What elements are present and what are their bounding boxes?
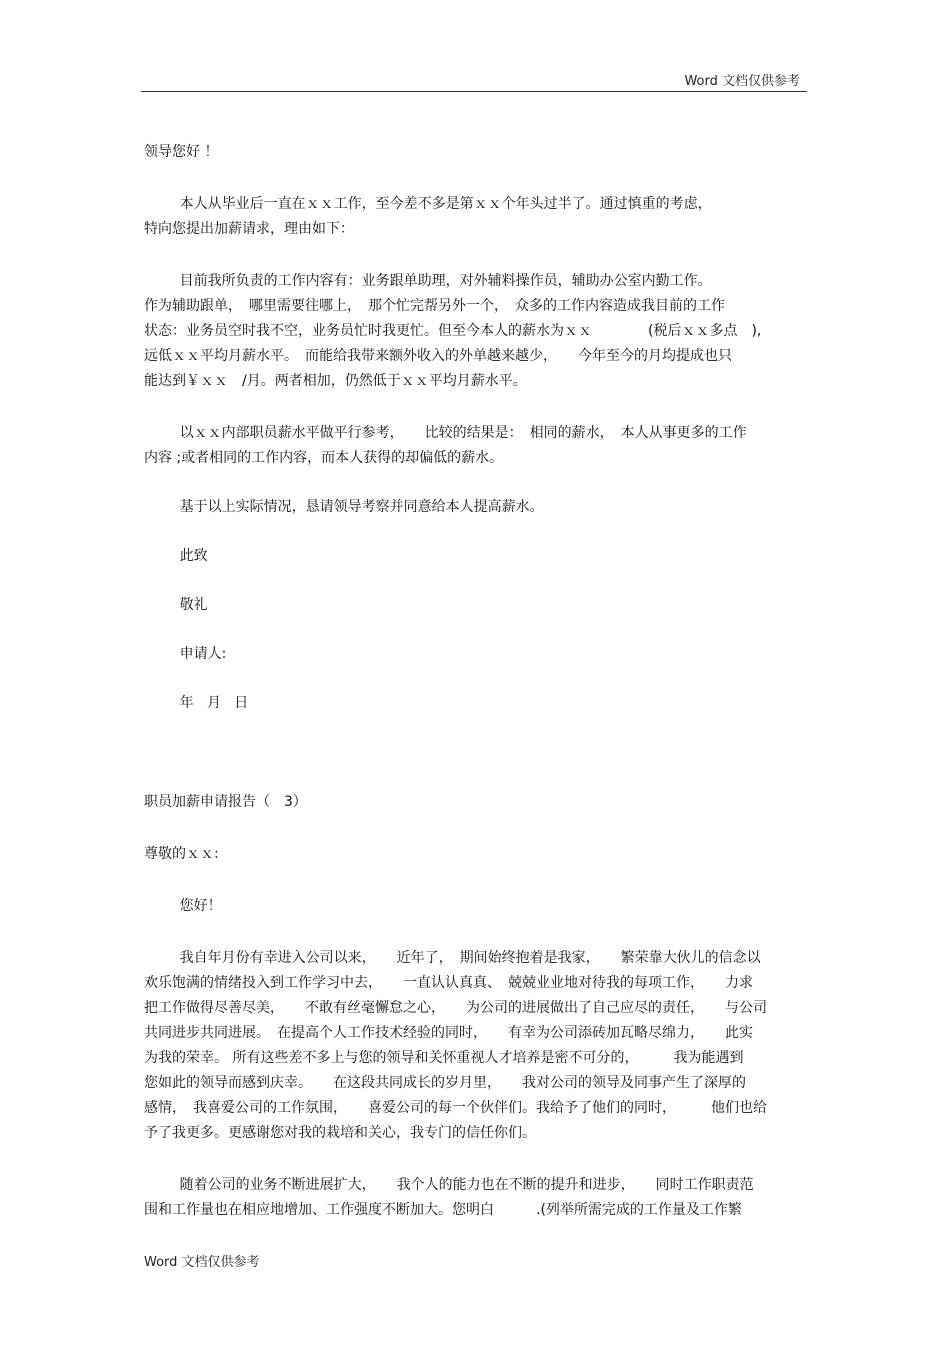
text-line: 能达到￥ｘｘ /月。两者相加，仍然低于ｘｘ平均月薪水平。: [144, 373, 527, 389]
page-footer-text: Word 文档仅供参考: [144, 1255, 260, 1270]
letter1-applicant: 申请人:: [144, 646, 227, 662]
text-line: 围和工作量也在相应地增加、工作强度不断加大。您明白 .(列举所需完成的工作量及工作繁: [144, 1202, 742, 1218]
text-line: 感情， 我喜爱公司的工作氛围， 喜爱公司的每一个伙伴们。我给予了他们的同时， 他们也给: [144, 1100, 767, 1116]
text-line: 您如此的领导而感到庆幸。 在这段共同成长的岁月里， 我对公司的领导及同事产生了深厚的: [144, 1075, 746, 1091]
text-line: 状态：业务员空时我不空，业务员忙时我更忙。但至今本人的薪水为ｘｘ (税后ｘｘ多点 ),: [144, 323, 762, 339]
letter2-title: 职员加薪申请报告（ 3）: [144, 794, 307, 810]
text-line: 为我的荣幸。 所有这些差不多上与您的领导和关怀重视人才培养是密不可分的， 我为能遇到: [144, 1050, 744, 1066]
letter1-paragraph-1: [144, 192, 808, 242]
letter1-date: 年 月 日: [144, 695, 249, 711]
letter1-paragraph-4: 基于以上实际情况，恳请领导考察并同意给本人提高薪水。: [144, 499, 544, 515]
letter2-salutation: 尊敬的ｘｘ:: [144, 846, 219, 862]
text-line: 共同进步共同进展。 在提高个人工作技术经验的同时， 有幸为公司添砖加瓦略尽绵力， 此实: [144, 1025, 753, 1041]
letter1-closing-line-1: 此致: [144, 548, 208, 564]
text-line: 本人从毕业后一直在ｘｘ工作，至今差不多是第ｘｘ个年头过半了。通过慎重的考虑，: [144, 196, 712, 212]
letter1-greeting: 领导您好 ！: [144, 144, 219, 160]
letter2-hello: 您好！: [144, 898, 222, 914]
text-line: 目前我所负责的工作内容有：业务跟单助理，对外辅料操作员，辅助办公室内勤工作。: [144, 273, 712, 289]
text-line: 随着公司的业务不断进展扩大， 我个人的能力也在不断的提升和进步， 同时工作职责范: [144, 1177, 754, 1193]
text-line: 以ｘｘ内部职员薪水平做平行参考， 比较的结果是： 相同的薪水， 本人从事更多的工作: [144, 425, 747, 441]
text-line: 把工作做得尽善尽美， 不敢有丝毫懈怠之心， 为公司的进展做出了自己应尽的责任， 与公司: [144, 1000, 767, 1016]
letter2-paragraph-1: [144, 946, 808, 1146]
header-divider: [141, 91, 807, 92]
letter2-paragraph-2: [144, 1173, 808, 1223]
document-body: [144, 140, 808, 1223]
text-line: 作为辅助跟单， 哪里需要往哪上， 那个忙完帮另外一个， 众多的工作内容造成我目前的工作: [144, 298, 725, 314]
text-line: 欢乐饱满的情绪投入到工作学习中去， 一直认认真真、 兢兢业业地对待我的每项工作， 力求: [144, 975, 753, 991]
text-line: 远低ｘｘ平均月薪水平。 而能给我带来额外收入的外单越来越少， 今年至今的月均提成也只: [144, 348, 732, 364]
letter1-paragraph-3: [144, 421, 808, 471]
page-header-text: Word 文档仅供参考: [684, 74, 800, 89]
letter1-paragraph-2: [144, 269, 808, 394]
text-line: 予了我更多。更感谢您对我的栽培和关心，我专门的信任你们。: [144, 1125, 536, 1141]
text-line: 内容 ;或者相同的工作内容，而本人获得的却偏低的薪水。: [144, 450, 504, 466]
text-line: 特向您提出加薪请求，理由如下：: [144, 221, 354, 237]
text-line: 我自年月份有幸进入公司以来， 近年了， 期间始终抱着是我家， 繁荣靠大伙儿的信念以: [144, 950, 761, 966]
letter1-closing-line-2: 敬礼: [144, 597, 208, 613]
